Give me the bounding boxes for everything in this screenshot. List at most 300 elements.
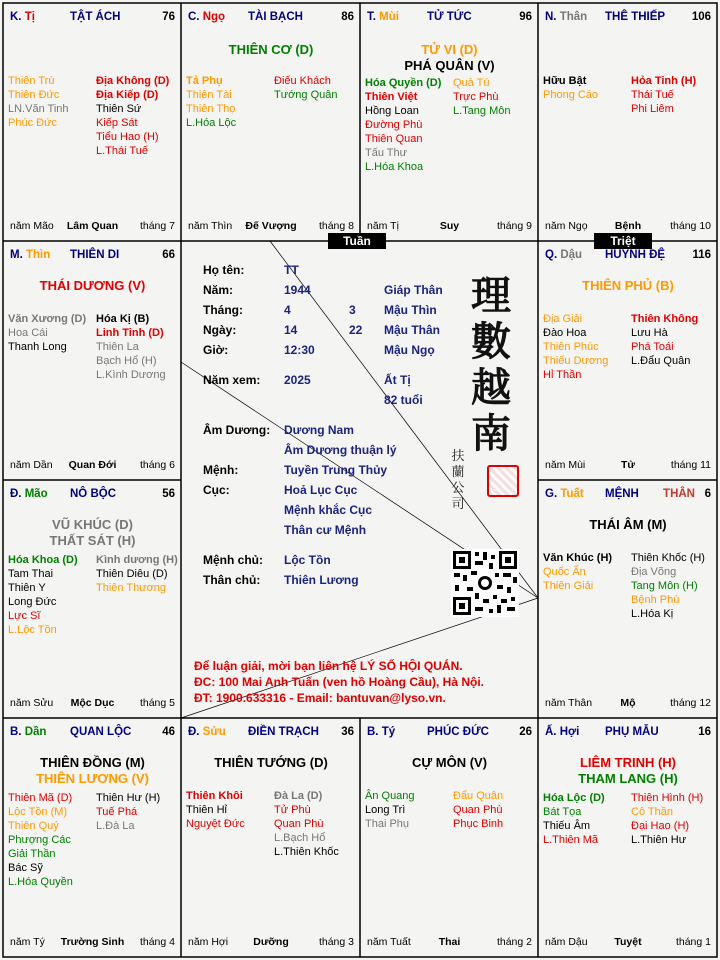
palace-branch: G. Tuất	[545, 488, 584, 500]
footer-year: năm Hợi	[188, 936, 229, 948]
main-star: PHÁ QUÂN (V)	[404, 58, 495, 73]
main-stars	[182, 755, 360, 771]
minor-star: Giải Thần	[8, 848, 56, 860]
minor-star: Phúc Đức	[8, 117, 57, 129]
palace-header	[545, 11, 711, 25]
palace-branch: Đ. Sửu	[188, 726, 226, 738]
minor-star: Thiên Khốc (H)	[631, 552, 705, 564]
minor-star: Hóa Quyền (D)	[365, 77, 442, 89]
value-month-lunar: 3	[349, 303, 356, 317]
minor-star: Bạch Hổ (H)	[96, 355, 157, 367]
minor-star: Tam Thai	[8, 568, 54, 580]
palace-name: HUYNH ĐỆ	[605, 249, 666, 261]
minor-star: Hữu Bật	[543, 75, 587, 87]
minor-star: Thanh Long	[8, 341, 67, 353]
minor-star: L.Tang Môn	[453, 105, 511, 117]
minor-stars-left	[365, 789, 415, 831]
minor-star: Linh Tinh (D)	[96, 327, 164, 339]
minor-star: Long Trì	[365, 804, 406, 816]
palace-cell-hoi	[539, 719, 717, 957]
minor-star: Hóa Lộc (D)	[543, 792, 605, 804]
footer-month: tháng 10	[670, 220, 711, 232]
footer-year: năm Sửu	[10, 697, 54, 709]
value-cuc: Hoả Lục Cục	[284, 483, 358, 497]
value-am-duong-2: Âm Dương thuận lý	[284, 443, 397, 457]
label-hour: Giờ:	[203, 343, 229, 357]
palace-branch: M. Thìn	[10, 249, 51, 261]
tuan-marker: Tuần	[328, 233, 386, 249]
palace-header	[10, 249, 175, 263]
palace-name: PHỤ MẪU	[605, 726, 659, 738]
minor-star: Thiên Trù	[8, 75, 55, 87]
footer-month: tháng 5	[139, 697, 175, 709]
palace-branch: Đ. Mão	[10, 488, 48, 500]
minor-stars-right	[453, 789, 503, 831]
palace-cell-dan	[4, 719, 181, 957]
minor-star: Long Đức	[8, 596, 57, 608]
footer-phase: Mộc Dục	[70, 697, 115, 709]
palace-cell-than	[539, 4, 717, 241]
calligraphy-char: 數	[471, 318, 511, 365]
footer-year: năm Mùi	[545, 459, 586, 471]
value-hour: 12:30	[284, 343, 315, 357]
label-cuc: Cục:	[203, 483, 230, 497]
palace-age: 6	[704, 488, 711, 500]
minor-stars-right	[631, 312, 698, 368]
main-stars	[361, 755, 538, 771]
palace-name: TẬT ÁCH	[70, 11, 121, 23]
footer-year: năm Ngọ	[545, 220, 588, 232]
main-star: THÁI DƯƠNG (V)	[39, 278, 146, 293]
minor-star: Phá Toái	[631, 341, 674, 353]
minor-stars-right	[453, 76, 510, 118]
label-day: Ngày:	[203, 323, 237, 337]
main-star: THÁI ÂM (M)	[589, 517, 667, 532]
minor-star: Quan Phù	[274, 818, 324, 830]
main-stars	[539, 278, 717, 294]
label-menh-chu: Mệnh chủ:	[203, 553, 263, 567]
palace-footer	[367, 936, 532, 949]
minor-star: Thiên Khôi	[186, 790, 243, 802]
palace-age: 86	[341, 11, 354, 23]
main-star: TỬ VI (D)	[421, 42, 478, 57]
minor-star: L.Hóa Quyền	[8, 876, 73, 888]
palace-name: ĐIỀN TRẠCH	[248, 726, 319, 738]
minor-stars-left	[8, 791, 73, 889]
minor-star: Lực Sĩ	[8, 610, 41, 622]
minor-star: Thiên Thương	[96, 582, 167, 594]
minor-star: Tang Môn (H)	[631, 580, 698, 592]
contact-line-2: ĐC: 100 Mai Anh Tuấn (ven hồ Hoàng Cầu), Hà Nội.	[194, 675, 485, 689]
value-than-chu: Thiên Lương	[284, 573, 359, 587]
main-stars	[4, 278, 181, 294]
palace-footer	[10, 220, 175, 233]
palace-name: THIÊN DI	[70, 249, 120, 261]
minor-stars-left	[365, 76, 441, 174]
main-stars	[182, 42, 360, 58]
minor-star: Thiên Giải	[543, 580, 594, 592]
minor-star: Tả Phụ	[186, 75, 223, 87]
calligraphy-char: 越	[471, 364, 511, 411]
palace-name: NÔ BỘC	[70, 488, 116, 500]
value-month: 4	[284, 303, 291, 317]
minor-star: Kiếp Sát	[96, 117, 138, 129]
minor-stars-right	[274, 789, 339, 859]
palace-header	[188, 726, 354, 740]
palace-branch: Ấ. Hợi	[545, 726, 580, 738]
minor-star: L.Hóa Kị	[631, 608, 674, 620]
minor-star: Thiếu Âm	[543, 820, 591, 832]
palace-name: TÀI BẠCH	[248, 11, 303, 23]
value-month-can: Mậu Thìn	[384, 303, 437, 317]
minor-star: Tử Phù	[274, 804, 311, 816]
palace-branch: B. Dần	[10, 726, 47, 738]
minor-star: Thiên Quan	[365, 133, 423, 145]
minor-star: L.Kình Dương	[96, 369, 166, 381]
footer-month: tháng 6	[139, 459, 175, 471]
footer-phase: Trường Sinh	[60, 936, 125, 948]
footer-phase: Quan Đới	[68, 459, 117, 471]
minor-star: L.Thái Tuế	[96, 145, 148, 157]
main-star: VŨ KHÚC (D)	[52, 517, 133, 532]
palace-branch: C. Ngọ	[188, 11, 226, 23]
value-day-lunar: 22	[349, 323, 363, 337]
palace-footer	[545, 220, 711, 233]
palace-age: 66	[162, 249, 175, 261]
calligraphy-char: 理	[471, 272, 511, 319]
main-star: THIÊN CƠ (D)	[228, 42, 314, 57]
value-year: 1944	[284, 283, 311, 297]
minor-stars-left	[8, 312, 86, 354]
palace-footer	[10, 459, 175, 472]
footer-month: tháng 8	[318, 220, 354, 232]
minor-star: Hồng Loan	[365, 105, 419, 117]
label-than-chu: Thân chủ:	[203, 573, 261, 587]
palace-cell-ngo	[182, 4, 360, 241]
minor-star: Thiên Y	[8, 582, 46, 594]
minor-star: Văn Khúc (H)	[543, 552, 613, 564]
minor-star: Cô Thần	[631, 806, 673, 818]
minor-stars-left	[186, 789, 245, 831]
footer-phase: Bệnh	[614, 220, 642, 232]
footer-year: năm Dậu	[545, 936, 588, 948]
minor-star: Thiên Việt	[365, 91, 418, 103]
label-view-year: Năm xem:	[203, 373, 261, 387]
value-view-year: 2025	[284, 373, 311, 387]
footer-year: năm Mão	[10, 220, 54, 232]
minor-stars-left	[543, 74, 598, 102]
footer-month: tháng 1	[675, 936, 711, 948]
minor-star: Địa Kiếp (D)	[96, 89, 159, 101]
main-stars	[539, 517, 717, 533]
minor-star: Văn Xương (D)	[8, 313, 87, 325]
minor-star: Thiên Diêu (D)	[96, 568, 168, 580]
minor-star: Thiên Mã (D)	[8, 792, 73, 804]
main-star: THIÊN PHỦ (B)	[582, 278, 674, 293]
palace-age: 36	[341, 726, 354, 738]
main-stars	[539, 755, 717, 787]
minor-star: Trực Phù	[453, 91, 499, 103]
minor-star: L.Thiên Khốc	[274, 846, 339, 858]
value-name: TT	[284, 263, 299, 277]
minor-star: Thiên Phúc	[543, 341, 599, 353]
footer-year: năm Tị	[367, 220, 399, 232]
palace-name: QUAN LỘC	[70, 726, 132, 738]
minor-star: Hỉ Thần	[543, 369, 582, 381]
main-stars	[4, 517, 181, 549]
minor-star: Hóa Khoa (D)	[8, 554, 78, 566]
palace-footer	[10, 697, 175, 710]
palace-cell-suu	[182, 719, 360, 957]
minor-star: L.Hóa Khoa	[365, 161, 424, 173]
contact-line-1: Để luận giải, mời bạn liên hệ LÝ SỐ HỘI QUÁN.	[194, 659, 463, 673]
minor-star: Thiếu Dương	[543, 355, 609, 367]
minor-star: Quốc Ấn	[543, 566, 586, 578]
palace-header	[10, 11, 175, 25]
footer-year: năm Tý	[10, 936, 45, 948]
minor-stars-left	[8, 74, 69, 130]
minor-star: Địa Không (D)	[96, 75, 170, 87]
label-am-duong: Âm Dương:	[203, 423, 271, 437]
palace-cell-dau	[539, 242, 717, 480]
value-am-duong: Dương Nam	[284, 423, 354, 437]
palace-name: THÊ THIẾP	[605, 11, 666, 23]
center-info-panel	[183, 243, 536, 716]
palace-footer	[545, 459, 711, 472]
footer-year: năm Dần	[10, 459, 53, 471]
minor-star: L.Lộc Tồn	[8, 624, 57, 636]
main-star: THẤT SÁT (H)	[49, 533, 136, 548]
value-menh: Tuyền Trung Thủy	[284, 463, 388, 477]
footer-phase: Đế Vượng	[245, 220, 297, 232]
palace-branch: B. Tý	[367, 726, 396, 738]
minor-star: Phong Cáo	[543, 89, 599, 101]
qr-code-icon	[451, 549, 519, 617]
minor-star: Bác Sỹ	[8, 862, 43, 874]
footer-phase: Suy	[439, 220, 460, 232]
contact-line-3: ĐT: 1900.633316 - Email: bantuvan@lyso.vn.	[194, 691, 446, 705]
palace-header	[367, 11, 532, 25]
footer-phase: Tử	[620, 459, 636, 471]
value-cuc-3: Thân cư Mệnh	[284, 523, 367, 537]
minor-star: Kình dương (H)	[96, 554, 178, 566]
palace-header	[545, 488, 711, 502]
minor-star: L.Đà La	[96, 820, 135, 832]
than-marker: THÂN	[663, 488, 695, 500]
footer-month: tháng 3	[318, 936, 354, 948]
value-view-can: Ất Tị	[384, 373, 411, 387]
minor-star: Bát Tọa	[543, 806, 582, 818]
palace-age: 46	[162, 726, 175, 738]
minor-stars-right	[631, 551, 705, 621]
minor-star: Hỏa Tinh (H)	[631, 75, 697, 87]
minor-star: L.Hóa Lộc	[186, 117, 237, 129]
palace-name: TỬ TỨC	[427, 11, 472, 23]
palace-cell-thin	[4, 242, 181, 480]
minor-stars-right	[96, 74, 169, 158]
minor-star: L.Thiên Mã	[543, 834, 599, 846]
minor-stars-left	[8, 553, 78, 637]
value-day-can: Mậu Thân	[384, 323, 440, 337]
palace-branch: Q. Dậu	[545, 249, 583, 261]
calligraphy-char: 南	[471, 410, 511, 457]
palace-branch: K. Tị	[10, 11, 35, 23]
minor-stars-right	[274, 74, 338, 102]
footer-phase: Mộ	[620, 697, 636, 709]
small-seal-text: 扶 蘭 公 司	[451, 449, 465, 512]
palace-header	[188, 11, 354, 25]
minor-star: L.Đẩu Quân	[631, 355, 691, 367]
palace-header	[10, 726, 175, 740]
footer-year: năm Tuất	[367, 936, 411, 948]
minor-star: Tiểu Hao (H)	[96, 131, 159, 143]
palace-age: 96	[519, 11, 532, 23]
minor-star: Đào Hoa	[543, 327, 587, 339]
minor-star: Đại Hao (H)	[631, 820, 690, 832]
main-star: LIÊM TRINH (H)	[579, 755, 677, 770]
main-star: THAM LANG (H)	[578, 771, 678, 786]
value-year-can: Giáp Thân	[384, 283, 443, 297]
minor-stars-right	[96, 312, 166, 382]
minor-stars-right	[631, 74, 696, 116]
palace-name: MỆNH	[605, 488, 639, 500]
minor-star: Thiên Hỉ	[186, 804, 227, 816]
minor-stars-right	[631, 791, 703, 847]
palace-cell-tuat	[539, 481, 717, 718]
main-star: THIÊN ĐỒNG (M)	[40, 755, 145, 770]
label-month: Tháng:	[203, 303, 243, 317]
minor-star: Thái Tuế	[631, 89, 674, 101]
minor-star: Lưu Hà	[631, 327, 668, 339]
palace-cell-mui	[361, 4, 538, 241]
palace-age: 76	[162, 11, 175, 23]
footer-phase: Lâm Quan	[66, 220, 119, 232]
palace-name: PHÚC ĐỨC	[427, 726, 489, 738]
footer-year: năm Thìn	[188, 220, 233, 232]
minor-stars-right	[96, 553, 178, 595]
footer-year: năm Thân	[545, 697, 593, 709]
palace-footer	[367, 220, 532, 233]
value-hour-can: Mậu Ngọ	[384, 343, 435, 357]
palace-footer	[545, 936, 711, 949]
minor-star: Điếu Khách	[274, 75, 331, 87]
main-stars	[4, 755, 181, 787]
minor-star: L.Bạch Hổ	[274, 832, 326, 844]
footer-month: tháng 9	[496, 220, 532, 232]
palace-age: 116	[692, 249, 711, 261]
main-star: THIÊN TƯỚNG (D)	[214, 755, 328, 770]
palace-cell-ti	[4, 4, 181, 241]
minor-stars-right	[96, 791, 160, 833]
palace-footer	[10, 936, 175, 949]
minor-star: Tướng Quân	[274, 89, 338, 101]
palace-age: 106	[691, 11, 711, 23]
minor-star: Thiên Tài	[186, 89, 232, 101]
minor-star: Bệnh Phù	[631, 594, 680, 606]
palace-branch: N. Thân	[545, 11, 588, 23]
minor-star: Địa Giải	[543, 313, 583, 325]
minor-star: Tuế Phá	[96, 806, 138, 818]
value-day: 14	[284, 323, 298, 337]
minor-star: Thai Phụ	[365, 818, 410, 830]
red-seal-stamp	[487, 465, 519, 497]
palace-age: 56	[162, 488, 175, 500]
minor-star: Phục Binh	[453, 818, 504, 830]
minor-star: Phượng Các	[8, 834, 71, 846]
minor-star: Thiên Quý	[8, 820, 59, 832]
palace-header	[545, 249, 711, 263]
footer-month: tháng 4	[139, 936, 175, 948]
palace-age: 26	[519, 726, 532, 738]
footer-phase: Tuyệt	[614, 936, 642, 948]
minor-star: Hoa Cái	[8, 327, 48, 339]
footer-month: tháng 2	[496, 936, 532, 948]
footer-month: tháng 11	[670, 459, 711, 471]
minor-star: Thiên Hình (H)	[631, 792, 704, 804]
palace-cell-ty	[361, 719, 538, 957]
footer-month: tháng 12	[670, 697, 711, 709]
minor-stars-left	[543, 551, 612, 593]
main-stars	[361, 42, 538, 74]
minor-star: Thiên Thọ	[186, 103, 236, 115]
footer-phase: Dưỡng	[253, 936, 289, 948]
value-age: 82 tuổi	[384, 393, 423, 407]
minor-star: Tấu Thư	[365, 147, 408, 159]
triet-marker: Triệt	[594, 233, 652, 249]
palace-age: 16	[698, 726, 711, 738]
minor-stars-left	[186, 74, 236, 130]
minor-star: Thiên Sứ	[96, 103, 142, 115]
footer-month: tháng 7	[139, 220, 175, 232]
minor-star: L.Thiên Hư	[631, 834, 687, 846]
minor-star: Quan Phù	[453, 804, 503, 816]
value-menh-chu: Lộc Tồn	[284, 553, 331, 567]
minor-stars-left	[543, 312, 608, 382]
value-cuc-2: Mệnh khắc Cục	[284, 503, 373, 517]
minor-star: Đà La (D)	[274, 790, 323, 802]
minor-star: Địa Võng	[631, 566, 677, 578]
calligraphy-logo	[469, 273, 513, 457]
minor-star: Thiên Không	[631, 313, 699, 325]
label-name: Họ tên:	[203, 263, 245, 277]
palace-footer	[188, 220, 354, 233]
minor-star: Đẩu Quân	[453, 790, 504, 802]
palace-header	[367, 726, 532, 740]
main-star: THIÊN LƯƠNG (V)	[36, 771, 149, 786]
minor-star: Lộc Tồn (M)	[8, 806, 68, 818]
palace-header	[545, 726, 711, 740]
minor-star: Nguyệt Đức	[186, 818, 245, 830]
minor-star: LN.Văn Tinh	[8, 103, 69, 115]
minor-star: Thiên Đức	[8, 89, 60, 101]
palace-footer	[545, 697, 711, 710]
footer-phase: Thai	[438, 936, 461, 948]
palace-footer	[188, 936, 354, 949]
minor-star: Phi Liêm	[631, 103, 674, 115]
palace-cell-mao	[4, 481, 181, 718]
minor-star: Thiên La	[96, 341, 139, 353]
minor-star: Hóa Kị (B)	[96, 313, 150, 325]
palace-branch: T. Mùi	[367, 11, 399, 23]
minor-star: Đường Phù	[365, 119, 423, 131]
main-star: CỰ MÔN (V)	[411, 755, 488, 770]
minor-stars-left	[543, 791, 605, 847]
label-menh: Mệnh:	[203, 463, 239, 477]
minor-star: Thiên Hư (H)	[96, 792, 161, 804]
label-year: Năm:	[203, 283, 234, 297]
minor-star: Ân Quang	[365, 790, 415, 802]
palace-header	[10, 488, 175, 502]
